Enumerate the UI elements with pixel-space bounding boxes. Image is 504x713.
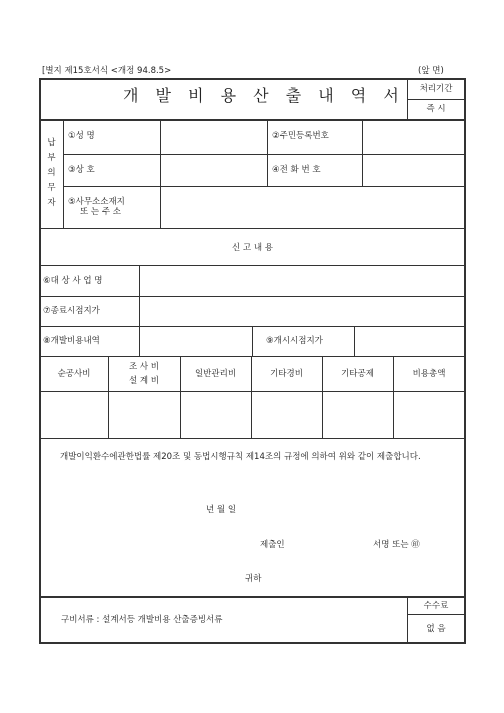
resident-number-field[interactable]	[363, 121, 464, 153]
form-reference: [별지 제15호서식 <개정 94.8.5>	[42, 66, 172, 76]
header-survey-cost: 조 사 비	[128, 362, 160, 372]
header-other-expenses: 기타경비	[270, 369, 303, 379]
survey-design-field[interactable]	[109, 392, 179, 437]
processing-period-label: 처리기간	[419, 84, 453, 94]
date-line: 년 월 일	[206, 505, 237, 515]
header-total-cost: 비용총액	[412, 369, 446, 379]
other-deductions-field[interactable]	[323, 392, 392, 437]
end-date-price-label: ⑦종료시점지가	[43, 306, 100, 316]
divider	[267, 120, 268, 186]
recipient-label: 귀하	[245, 574, 262, 584]
divider	[40, 438, 465, 439]
address-field[interactable]	[161, 187, 464, 227]
start-date-price-field[interactable]	[355, 327, 464, 355]
divider	[407, 99, 465, 100]
processing-period-value: 즉 시	[426, 104, 446, 114]
cost-detail-label: ⑧개발비용내역	[43, 336, 100, 346]
trade-name-field[interactable]	[161, 155, 266, 185]
project-name-field[interactable]	[140, 266, 464, 295]
fee-value: 없 음	[426, 624, 446, 634]
divider	[40, 228, 465, 229]
divider	[40, 596, 465, 598]
phone-label: ④전 화 번 호	[272, 165, 321, 175]
declaration-text: 개발이익환수에관한법률 제20조 및 동법시행규칙 제14조의 규정에 의하여 위와 같이 제출합니다.	[60, 452, 421, 462]
net-construction-field[interactable]	[41, 392, 107, 437]
start-date-price-label: ⑨개시시점지가	[266, 336, 323, 346]
name-label: ①성 명	[68, 131, 95, 141]
general-admin-field[interactable]	[181, 392, 250, 437]
taxpayer-section-label: 납 부 의 무 자	[47, 138, 56, 208]
other-expenses-field[interactable]	[252, 392, 321, 437]
submitter-label: 제출인	[260, 540, 285, 550]
cost-detail-field[interactable]	[140, 327, 251, 355]
header-design-cost: 설 계 비	[128, 376, 160, 386]
header-general-admin: 일반관리비	[194, 369, 237, 379]
fee-label: 수수료	[423, 601, 449, 611]
required-documents: 구비서류 : 설계서등 개발비용 산출증빙서류	[61, 615, 223, 625]
divider	[40, 356, 465, 357]
total-cost-field[interactable]	[394, 392, 464, 437]
address-label-line2: 또 는 주 소	[80, 207, 121, 217]
form-title: 개 발 비 용 산 출 내 역 서	[123, 86, 405, 105]
trade-name-label: ③상 호	[68, 165, 95, 175]
divider	[63, 120, 64, 228]
signature-label: 서명 또는 ㊞	[373, 540, 420, 550]
end-date-price-field[interactable]	[140, 297, 464, 325]
submitter-name-field[interactable]	[292, 536, 372, 550]
page-side-label: (앞 면)	[418, 66, 444, 76]
header-other-deductions: 기타공제	[341, 369, 374, 379]
phone-field[interactable]	[363, 155, 464, 185]
report-section-title: 신 고 내 용	[232, 243, 273, 253]
project-name-label: ⑥대 상 사 업 명	[43, 276, 103, 286]
name-field[interactable]	[161, 121, 266, 153]
divider	[407, 614, 465, 615]
divider	[252, 326, 253, 356]
address-label: ⑤사무소소재지	[68, 197, 125, 207]
resident-number-label: ②주민등록번호	[272, 131, 329, 141]
header-net-construction: 순공사비	[57, 369, 91, 379]
